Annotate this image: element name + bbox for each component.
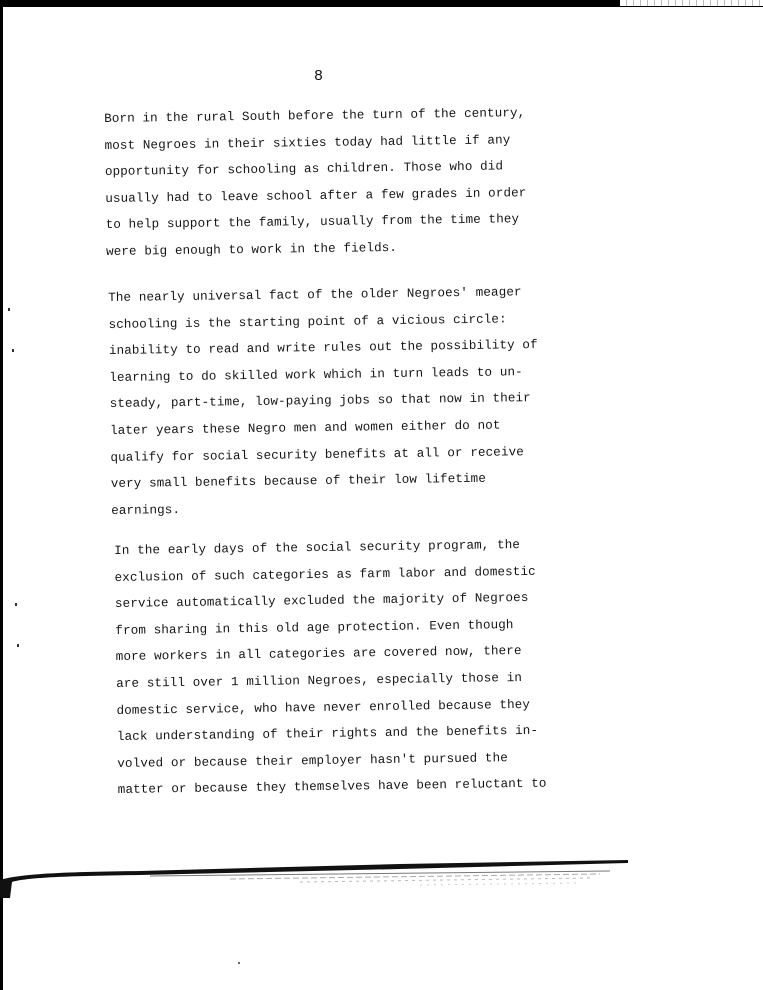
text-line: earnings.: [111, 502, 181, 518]
left-scan-edge: [0, 7, 3, 990]
margin-speck: [17, 644, 19, 647]
margin-speck: [8, 308, 10, 311]
text-line: most Negroes in their sixties today had little if any: [104, 132, 511, 153]
top-scan-edge: [620, 0, 763, 6]
text-line: qualify for social security benefits at all or receive: [110, 444, 524, 465]
text-line: were big enough to work in the fields.: [105, 240, 398, 259]
text-line: Born in the rural South before the turn of the century,: [104, 106, 526, 126]
text-line: learning to do skilled work which in turn leads to un-: [109, 364, 523, 385]
text-line: matter or because they themselves have been reluctant to: [117, 776, 547, 798]
text-line: from sharing in this old age protection. Even though: [115, 617, 514, 638]
paragraph-3: [114, 532, 547, 804]
bottom-scan-edge: [0, 858, 763, 898]
text-line: exclusion of such categories as farm labor and domestic: [114, 564, 536, 585]
text-line: inability to read and write rules out the possibility of: [108, 338, 538, 359]
text-line: service automatically excluded the majority of Negroes: [114, 591, 529, 612]
text-line: schooling is the starting point of a vicious circle:: [108, 312, 507, 332]
text-line: In the early days of the social security program, the: [114, 537, 521, 558]
text-line: are still over 1 million Negroes, especially those in: [116, 670, 523, 691]
text-line: domestic service, who have never enrolled because they: [116, 697, 531, 718]
text-line: very small benefits because of their low lifetime: [110, 471, 487, 492]
text-line: opportunity for schooling as children. Those who did: [104, 159, 504, 180]
text-line: usually had to leave school after a few grades in order: [105, 185, 527, 206]
text-line: lack understanding of their rights and the benefits in-: [116, 723, 539, 745]
text-line: volved or because their employer hasn't pursued the: [117, 750, 508, 771]
margin-speck: [15, 603, 17, 606]
margin-speck: [12, 349, 14, 352]
text-line: The nearly universal fact of the older Negroes' meager: [108, 285, 522, 305]
paragraph-1: [104, 100, 527, 265]
paragraph-2: [108, 279, 540, 524]
scan-speck: [238, 962, 240, 964]
text-line: steady, part-time, low-paying jobs so that now in their: [109, 391, 531, 412]
text-line: later years these Negro men and women either do not: [109, 418, 501, 438]
text-line: more workers in all categories are covered now, there: [115, 644, 522, 665]
text-line: to help support the family, usually from the time they: [105, 212, 520, 233]
page-number: 8: [314, 68, 324, 85]
